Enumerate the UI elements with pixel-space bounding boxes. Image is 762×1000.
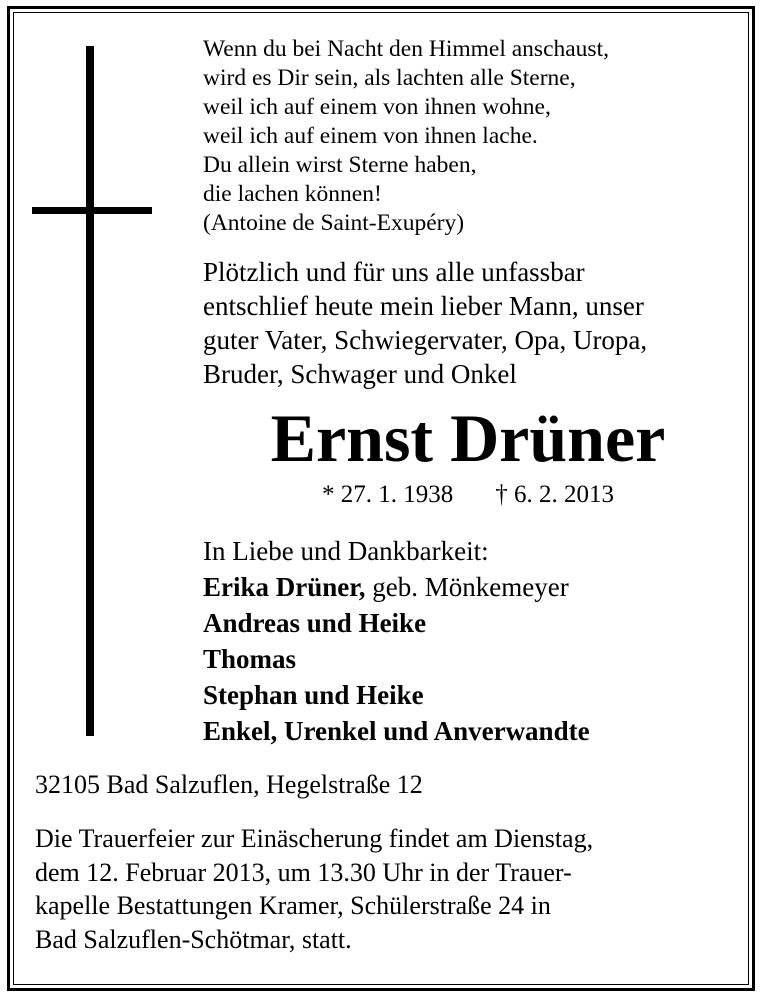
cross-icon-vertical-bar: [86, 46, 94, 736]
mourners-intro: In Liebe und Dankbarkeit:: [203, 536, 489, 566]
mourner-family: Thomas: [203, 644, 297, 674]
death-announcement: [203, 255, 743, 391]
ceremony-line: Bad Salzuflen-Schötmar, statt.: [35, 924, 352, 954]
poem-line: die lachen können!: [203, 181, 382, 207]
poem-quote: [203, 35, 743, 238]
mourner-spouse: [203, 569, 743, 605]
mourner-family: Enkel, Urenkel und Anverwandte: [203, 716, 590, 746]
family-address: 32105 Bad Salzuflen, Hegelstraße 12: [35, 770, 423, 799]
announcement-line: guter Vater, Schwiegervater, Opa, Uropa,: [203, 325, 648, 355]
poem-line: weil ich auf einem von ihnen lache.: [203, 123, 538, 149]
poem-line: Wenn du bei Nacht den Himmel anschaust,: [203, 36, 609, 62]
cross-icon-horizontal-bar: [32, 207, 152, 214]
poem-line: Du allein wirst Sterne haben,: [203, 152, 477, 178]
ceremony-line: Die Trauerfeier zur Einäscherung findet am Dienstag,: [35, 824, 594, 853]
announcement-line: entschlief heute mein lieber Mann, unser: [203, 291, 644, 321]
death-date: † 6. 2. 2013: [495, 481, 614, 508]
deceased-name: Ernst Drüner: [270, 400, 666, 476]
ceremony-line: kapelle Bestattungen Kramer, Schülerstraße 24 in: [35, 891, 551, 920]
life-dates: [203, 480, 733, 510]
mourner-family: Stephan und Heike: [203, 680, 424, 710]
funeral-ceremony-info: [35, 822, 735, 956]
mourner-family: Andreas und Heike: [203, 608, 427, 638]
poem-line: weil ich auf einem von ihnen wohne,: [203, 94, 551, 120]
announcement-line: Plötzlich und für uns alle unfassbar: [203, 257, 585, 287]
announcement-line: Bruder, Schwager und Onkel: [203, 359, 517, 389]
birth-date: * 27. 1. 1938: [322, 481, 454, 508]
mourners-list: [203, 533, 743, 749]
ceremony-line: dem 12. Februar 2013, um 13.30 Uhr in der Trauer-: [35, 857, 572, 887]
spouse-name: Erika Drüner,: [203, 572, 366, 602]
spouse-birthname: geb. Mönkemeyer: [365, 572, 569, 602]
poem-line: wird es Dir sein, als lachten alle Sterne,: [203, 65, 576, 91]
poem-attribution: (Antoine de Saint-Exupéry): [203, 210, 465, 236]
